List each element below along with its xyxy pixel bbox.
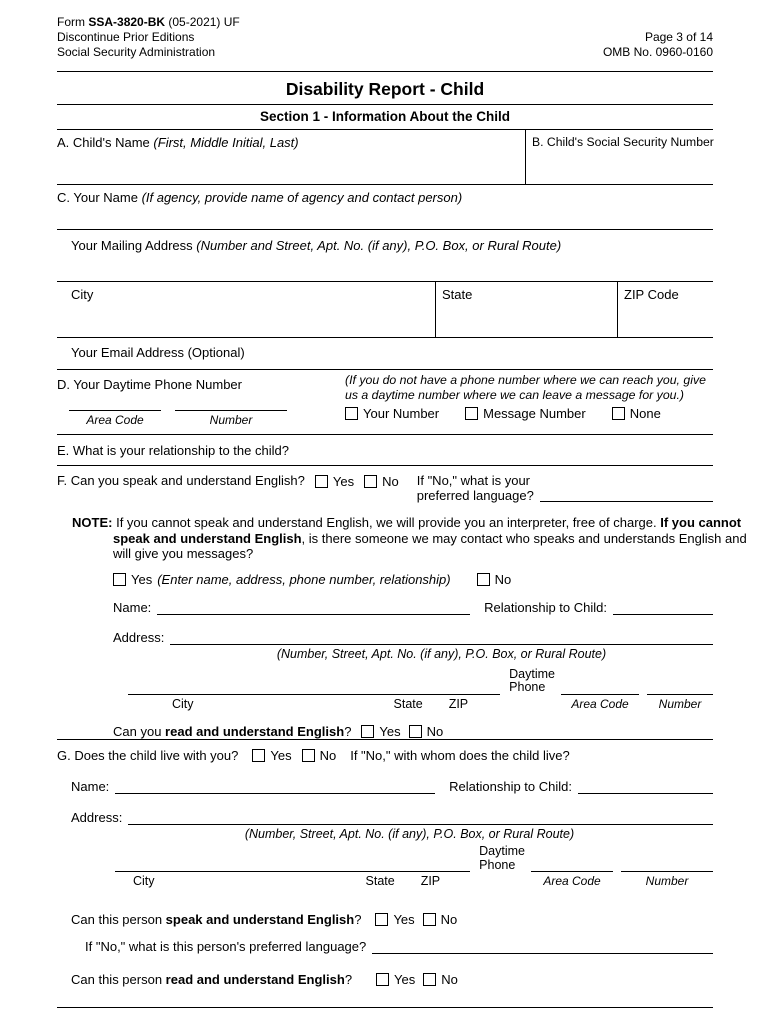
g-relationship-label: Relationship to Child: [449, 779, 572, 794]
f-relationship-label: Relationship to Child: [484, 599, 607, 615]
g-name-label: Name: [71, 779, 110, 794]
mailing-hint: (Number and Street, Apt. No. (if any), P.O. Box, or Rural Route) [196, 238, 562, 253]
g-address-label: Address: [71, 810, 123, 825]
f-read-no-checkbox[interactable] [409, 725, 422, 738]
g-live-no-label: No [319, 748, 337, 763]
section-f [57, 466, 747, 740]
f-english-no-checkbox[interactable] [364, 475, 377, 488]
discontinue-note: Discontinue Prior Editions [57, 30, 195, 44]
g-relationship-line[interactable] [578, 779, 713, 794]
state-field[interactable] [435, 282, 617, 337]
f-daytime-phone-label: Daytime Phone [509, 666, 555, 694]
g-read-question: Can this person read and understand English? [71, 972, 353, 987]
f-zip-label: ZIP [448, 696, 469, 711]
area-code-line[interactable] [69, 398, 161, 411]
zip-label: ZIP Code [624, 287, 679, 302]
preferred-language-line[interactable] [540, 487, 713, 502]
g-read-no-label: No [441, 972, 458, 987]
f-state-label: State [393, 696, 423, 711]
g-name-line[interactable] [115, 779, 435, 794]
relationship-field[interactable] [57, 435, 713, 466]
f-note: NOTE: If you cannot speak and understand English, we will provide you an interpreter, free of charge. If you cannot speak and understand English, is there someone we may contact who speaks and understands English and will give you messages? [72, 515, 747, 561]
state-label: State [442, 287, 473, 302]
g-daytime-phone-label: Daytime Phone [479, 844, 525, 872]
mailing-label: Your Mailing Address [71, 238, 193, 253]
f-read-yes-label: Yes [379, 723, 401, 739]
g-speak-no-label: No [440, 912, 458, 927]
g-ifno-text: If "No," with whom does the child live? [350, 748, 570, 763]
f-area-code-line[interactable] [561, 682, 639, 695]
form-title: Disability Report - Child [57, 72, 713, 105]
g-address-line[interactable] [128, 810, 713, 825]
g-live-no-checkbox[interactable] [302, 749, 315, 762]
area-code-caption: Area Code [86, 413, 144, 427]
page-header [57, 0, 713, 72]
f-number-line[interactable] [647, 682, 713, 695]
message-number-checkbox[interactable] [465, 407, 478, 420]
email-label: Your Email Address (Optional) [71, 345, 245, 360]
your-number-label: Your Number [363, 406, 440, 421]
f-contact-yes-hint: (Enter name, address, phone number, relationship) [157, 571, 451, 587]
f-relationship-line[interactable] [613, 600, 713, 615]
field-g-question: G. Does the child live with you? [57, 748, 239, 763]
f-name-label: Name: [113, 599, 152, 615]
phone-number-line[interactable] [175, 398, 287, 411]
g-read-yes-checkbox[interactable] [376, 973, 389, 986]
omb-number: OMB No. 0960-0160 [602, 45, 713, 59]
g-number-line[interactable] [621, 859, 713, 872]
g-city-label: City [133, 874, 155, 888]
section-g [57, 740, 713, 1008]
field-c-label: C. Your Name [57, 190, 138, 205]
city-field[interactable] [57, 282, 435, 337]
f-english-no-label: No [382, 474, 399, 489]
g-read-no-checkbox[interactable] [423, 973, 436, 986]
section-heading: Section 1 - Information About the Child [57, 105, 713, 130]
g-live-yes-checkbox[interactable] [252, 749, 265, 762]
none-checkbox[interactable] [612, 407, 625, 420]
message-number-label: Message Number [483, 406, 586, 421]
your-number-checkbox[interactable] [345, 407, 358, 420]
childs-ssn-field[interactable] [525, 130, 713, 184]
field-d-label: D. Your Daytime Phone Number [57, 377, 242, 392]
field-c-hint: (If agency, provide name of agency and contact person) [141, 190, 463, 205]
email-field[interactable] [57, 338, 713, 370]
g-address-hint: (Number, Street, Apt. No. (if any), P.O. Box, or Rural Route) [244, 827, 575, 841]
f-contact-yes-checkbox[interactable] [113, 573, 126, 586]
g-speak-yes-checkbox[interactable] [375, 913, 388, 926]
field-b-label: B. Child's Social Security Number [532, 135, 714, 149]
g-city-state-zip-line[interactable] [115, 859, 470, 872]
g-language-question: If "No," what is this person's preferred language? [85, 939, 367, 954]
agency-name: Social Security Administration [57, 45, 216, 59]
g-area-code-caption: Area Code [543, 874, 601, 888]
f-read-no-label: No [426, 723, 444, 739]
mailing-address-field[interactable] [57, 230, 713, 282]
f-english-yes-label: Yes [332, 474, 355, 489]
f-address-line[interactable] [170, 630, 713, 645]
field-e-question: E. What is your relationship to the child? [57, 443, 289, 458]
f-read-question: Can you read and understand English? [113, 723, 352, 739]
field-d-note: (If you do not have a phone number where we can reach you, give us a daytime number where we can leave a message for you.) [345, 373, 706, 402]
g-zip-label: ZIP [420, 874, 441, 888]
f-city-label: City [172, 696, 194, 711]
zip-field[interactable] [617, 282, 713, 337]
number-caption: Number [209, 413, 253, 427]
g-number-caption: Number [645, 874, 689, 888]
f-address-label: Address: [113, 629, 165, 645]
childs-name-field[interactable] [57, 130, 525, 184]
f-area-code-caption: Area Code [571, 696, 629, 711]
city-label: City [71, 287, 94, 302]
g-speak-no-checkbox[interactable] [423, 913, 436, 926]
field-a-label: A. Child's Name [57, 135, 150, 150]
g-language-line[interactable] [372, 939, 713, 954]
your-name-field[interactable] [57, 185, 713, 230]
f-address-hint: (Number, Street, Apt. No. (if any), P.O. Box, or Rural Route) [276, 646, 607, 661]
f-contact-no-label: No [494, 571, 512, 587]
f-city-state-zip-line[interactable] [128, 682, 500, 695]
f-ifno-text: If "No," what is your preferred language? [416, 473, 534, 503]
g-area-code-line[interactable] [531, 859, 613, 872]
g-state-label: State [365, 874, 395, 888]
f-contact-yes-label: Yes [131, 571, 153, 587]
field-a-hint: (First, Middle Initial, Last) [153, 135, 299, 150]
g-read-yes-label: Yes [394, 972, 416, 987]
g-speak-yes-label: Yes [393, 912, 415, 927]
none-label: None [629, 406, 661, 421]
field-f-question: F. Can you speak and understand English? [57, 473, 305, 488]
f-number-caption: Number [658, 696, 702, 711]
f-name-line[interactable] [157, 600, 470, 615]
g-live-yes-label: Yes [270, 748, 292, 763]
form-id: Form SSA-3820-BK (05-2021) UF [57, 15, 240, 29]
page-number: Page 3 of 14 [644, 30, 713, 44]
f-read-yes-checkbox[interactable] [361, 725, 374, 738]
g-speak-question: Can this person speak and understand English? [71, 912, 362, 927]
f-contact-no-checkbox[interactable] [477, 573, 490, 586]
f-english-yes-checkbox[interactable] [315, 475, 328, 488]
